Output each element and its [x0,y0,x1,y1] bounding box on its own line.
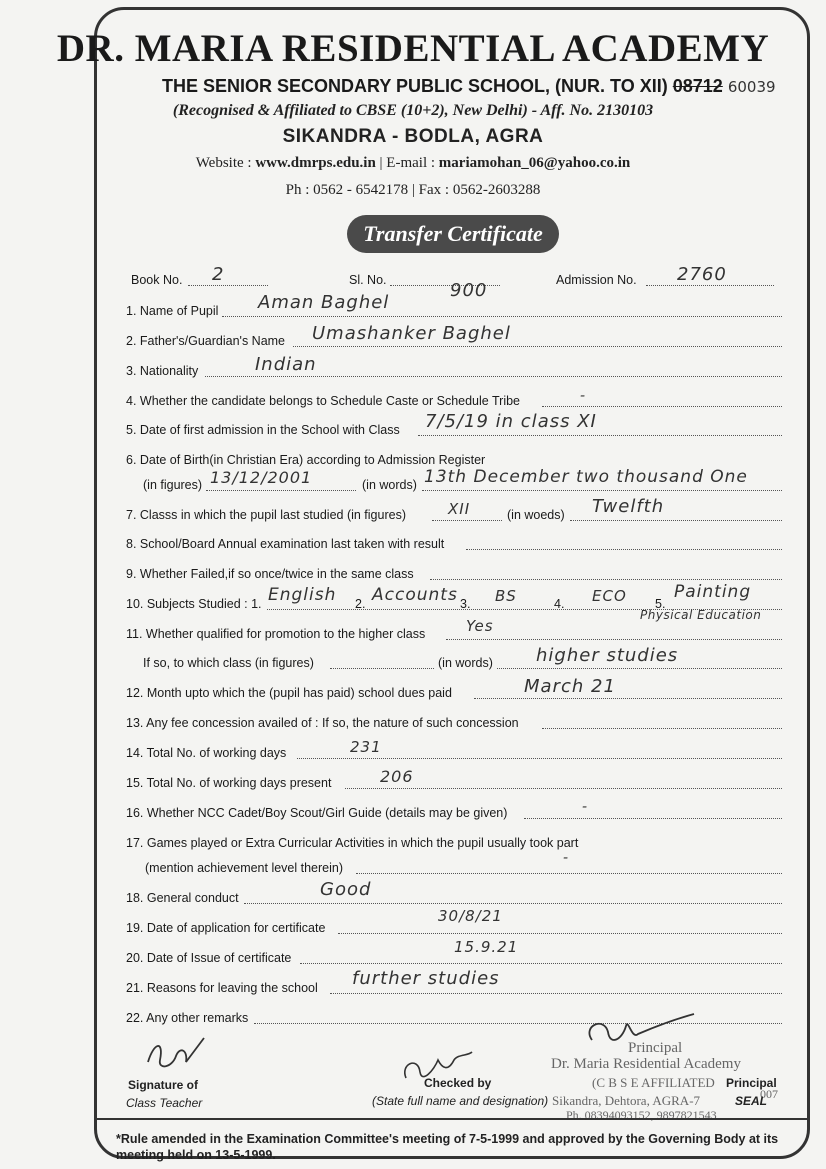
field-8-label: 8. School/Board Annual examination last taken with result [126,537,445,551]
field-19-value: 30/8/21 [438,907,503,925]
field-14-label: 14. Total No. of working days [126,746,287,760]
new-school-code: 60039 [727,78,776,96]
subject-1: English [268,585,337,605]
field-13-label: 13. Any fee concession availed of : If so, the nature of such concession [126,716,519,730]
field-21-value: further studies [352,968,500,989]
field-15-label: 15. Total No. of working days present [126,776,332,790]
field-6-figures-value: 13/12/2001 [210,468,313,487]
field-2-label: 2. Father's/Guardian's Name [126,334,286,348]
admission-no-value: 2760 [677,264,727,285]
book-no-label: Book No. [131,273,183,287]
contact-line [0,155,826,172]
sl-no-value: 900 [450,280,488,301]
field-11b-value: higher studies [536,645,679,666]
field-11b-label: If so, to which class (in figures) [143,656,314,670]
email-label: | E-mail : [379,155,436,171]
field-17-label: 17. Games played or Extra Curricular Activities in which the pupil usually took part [126,836,579,850]
field-12-label: 12. Month upto which the (pupil has paid) school dues paid [126,686,452,700]
field-7-words-value: Twelfth [592,496,665,517]
book-no-value: 2 [212,264,225,285]
principal-label: Principal [726,1076,777,1090]
field-16-label: 16. Whether NCC Cadet/Boy Scout/Girl Guide (details may be given) [126,806,508,820]
subject-4: ECO [592,587,627,605]
field-11-label: 11. Whether qualified for promotion to the higher class [126,627,426,641]
field-4-value: - [580,388,587,404]
sl-no-label: Sl. No. [349,273,387,287]
teacher-sign-label: Signature of [128,1078,199,1092]
field-7-figures-value: XII [448,500,471,518]
field-12-value: March 21 [524,676,616,697]
field-9-label: 9. Whether Failed,if so once/twice in the same class [126,567,414,581]
field-18-value: Good [320,879,372,900]
school-subtitle [162,76,776,97]
footer-divider [97,1118,807,1120]
field-21-label: 21. Reasons for leaving the school [126,981,318,995]
field-6-label: 6. Date of Birth(in Christian Era) according to Admission Register [126,453,486,467]
field-5-value: 7/5/19 in class XI [425,411,597,432]
field-16-value: - [582,799,589,815]
old-school-code: 08712 [672,76,723,96]
footer-note: *Rule amended in the Examination Committee's meeting of 7-5-1999 and approved by the Governing Body at its meeting held on 13-5-1999. [116,1132,779,1162]
field-3-value: Indian [255,354,317,375]
field-11-value: Yes [466,617,494,635]
field-22-label: 22. Any other remarks [126,1011,249,1025]
school-name: DR. MARIA RESIDENTIAL ACADEMY [56,27,770,70]
checked-by-sublabel: (State full name and designation) [372,1094,549,1108]
subject-5-num: 5. [655,597,666,611]
stamp-line-2: (C B S E AFFILIATED [592,1075,715,1090]
subject-6: Physical Education [640,608,762,622]
class-teacher-signature [142,1032,212,1080]
field-11b-words-label: (in words) [438,656,493,670]
subtitle-text: THE SENIOR SECONDARY PUBLIC SCHOOL, (NUR. TO XII) [162,76,668,96]
subject-4-num: 4. [554,597,565,611]
field-6-words-value: 13th December two thousand One [424,467,748,487]
field-10-label: 10. Subjects Studied : 1. [126,597,262,611]
stamp-code: 007 [760,1087,778,1101]
admission-no-label: Admission No. [556,273,637,287]
field-6-words-label: (in words) [362,478,417,492]
certificate-title: Transfer Certificate [347,215,559,253]
field-19-label: 19. Date of application for certificate [126,921,326,935]
subject-3-num: 3. [460,597,471,611]
stamp-line-3: Sikandra, Dehtora, AGRA-7 [552,1093,701,1108]
subject-2-num: 2. [355,597,366,611]
field-3-label: 3. Nationality [126,364,199,378]
checked-by-label: Checked by [424,1076,492,1090]
field-20-label: 20. Date of Issue of certificate [126,951,292,965]
field-20-value: 15.9.21 [454,938,519,956]
field-6-figures-label: (in figures) [143,478,203,492]
seal-label: SEAL [735,1094,768,1108]
teacher-sign-sublabel: Class Teacher [126,1096,203,1110]
field-1-label: 1. Name of Pupil [126,304,219,318]
website-label: Website : [195,155,252,171]
stamp-title: Principal [628,1040,683,1056]
field-2-value: Umashanker Baghel [312,323,511,344]
phone-line: Ph : 0562 - 6542178 | Fax : 0562-2603288 [285,182,541,198]
field-17-value: - [563,850,570,866]
field-15-value: 206 [380,767,414,786]
stamp-line-4: Ph. 08394093152, 9897821543 [566,1108,717,1122]
field-5-label: 5. Date of first admission in the School with Class [126,423,400,437]
field-14-value: 231 [350,738,382,756]
field-1-value: Aman Baghel [258,292,390,313]
email: mariamohan_06@yahoo.co.in [438,155,631,171]
field-17b-label: (mention achievement level therein) [145,861,344,875]
affiliation-line: (Recognised & Affiliated to CBSE (10+2), New Delhi) - Aff. No. 2130103 [172,102,654,119]
website: www.dmrps.edu.in [255,155,376,171]
field-4-label: 4. Whether the candidate belongs to Schedule Caste or Schedule Tribe [126,394,521,408]
field-7-label: 7. Classs in which the pupil last studied (in figures) [126,508,406,522]
subject-3: BS [495,587,517,605]
subject-2: Accounts [372,585,458,605]
subject-5: Painting [674,582,752,602]
field-18-label: 18. General conduct [126,891,239,905]
field-7-words-label: (in woeds) [507,508,565,522]
stamp-line-1: Dr. Maria Residential Academy [551,1056,741,1072]
school-location: SIKANDRA - BODLA, AGRA [282,126,544,147]
